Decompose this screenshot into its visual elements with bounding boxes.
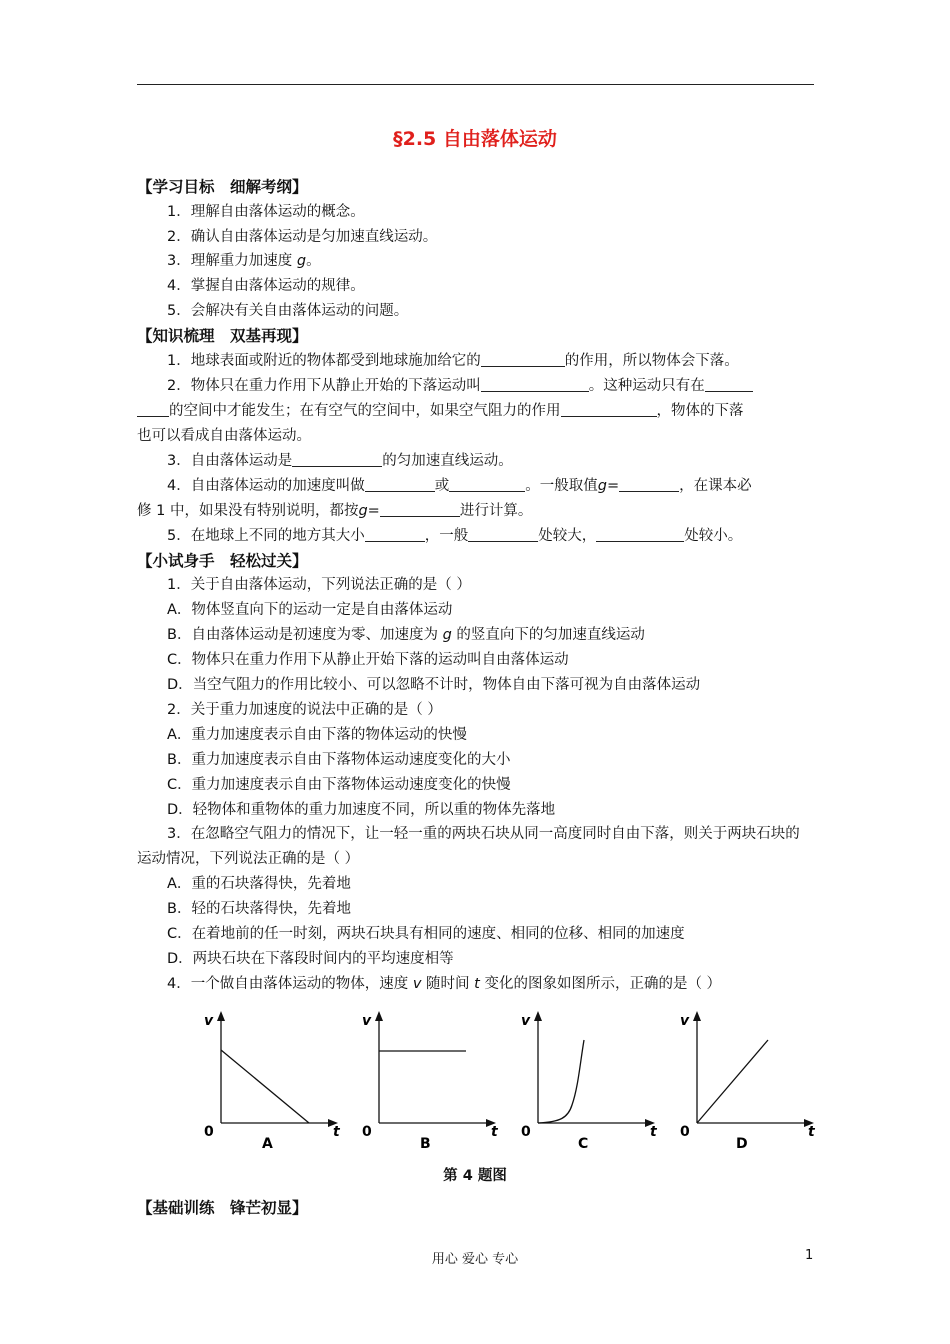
answer-blank [596,526,684,542]
vt-line [221,1050,309,1123]
page-number: 1 [805,1248,814,1263]
section-heading-training: 【基础训练 锋芒初显】 [137,1199,308,1217]
knowledge-item-4-cont: 修 1 中，如果没有特别说明，都按g= 进行计算。 [137,503,533,519]
answer-blank [292,451,382,467]
graph-c [521,1013,658,1152]
answer-blank [137,401,169,417]
page-footer: 用心 爱心 专心 [431,1252,519,1267]
knowledge-item-1: 1．地球表面或附近的物体都受到地球施加给它的 的作用，所以物体会下落。 [167,353,739,369]
knowledge-item-2-cont: 的空间中才能发生；在有空气的空间中，如果空气阻力的作用 ，物体的下落 [137,401,814,421]
knowledge-item-2: 2．物体只在重力作用下从静止开始的下落运动叫 。这种运动只有在 [137,376,814,396]
graph-label: A [262,1136,273,1152]
option-1d: D．当空气阻力的作用比较小、可以忽略不计时，物体自由下落可视为自由落体运动 [167,677,701,693]
graph-d [680,1013,816,1152]
vt-line [697,1040,768,1123]
answer-blank [705,376,753,392]
option-2c: C．重力加速度表示自由下落物体运动速度变化的快慢 [167,777,511,793]
answer-blank [561,401,657,417]
axis-label-v: v [362,1013,372,1029]
question-4: 4．一个做自由落体运动的物体，速度 v 随时间 t 变化的图象如图所示，正确的是（ ） [167,976,722,992]
vt-graphs-figure [0,1000,950,1160]
axis-label-t: t [808,1124,815,1140]
origin-label: 0 [521,1124,531,1140]
question-1: 1．关于自由落体运动，下列说法正确的是（ ） [167,577,471,593]
goal-item: 5．会解决有关自由落体运动的问题。 [167,303,409,319]
question-2: 2．关于重力加速度的说法中正确的是（ ） [167,702,442,718]
axis-label-v: v [521,1013,531,1029]
vt-curve [538,1040,584,1123]
knowledge-item-4: 4．自由落体运动的加速度叫做 或 。一般取值g= ，在课本必 [167,478,752,494]
answer-blank [481,376,589,392]
axis-label-v: v [204,1013,214,1029]
answer-blank [365,476,435,492]
goal-item: 1．理解自由落体运动的概念。 [167,204,365,220]
graph-label: D [736,1136,748,1152]
header-rule [137,84,814,85]
origin-label: 0 [362,1124,372,1140]
answer-blank [468,526,538,542]
option-1c: C．物体只在重力作用下从静止开始下落的运动叫自由落体运动 [167,652,569,668]
option-1b: B．自由落体运动是初速度为零、加速度为 g 的竖直向下的匀加速直线运动 [167,627,645,643]
knowledge-item-5: 5．在地球上不同的地方其大小 ，一般 处较大， 处较小。 [167,528,743,544]
answer-blank [481,351,565,367]
page-title: §2.5 自由落体运动 [393,128,557,150]
axis-label-t: t [491,1124,498,1140]
option-2d: D．轻物体和重物体的重力加速度不同，所以重的物体先落地 [167,802,556,818]
option-3a: A．重的石块落得快，先着地 [167,876,351,892]
option-3b: B．轻的石块落得快，先着地 [167,901,351,917]
option-2a: A．重力加速度表示自由下落的物体运动的快慢 [167,727,467,743]
option-3c: C．在着地前的任一时刻，两块石块具有相同的速度、相同的位移、相同的加速度 [167,926,685,942]
option-2b: B．重力加速度表示自由下落物体运动速度变化的大小 [167,752,511,768]
answer-blank [380,501,460,517]
answer-blank [365,526,425,542]
goal-item: 2．确认自由落体运动是匀加速直线运动。 [167,229,438,245]
knowledge-item-2-cont: 也可以看成自由落体运动。 [137,428,311,444]
section-heading-quiz: 【小试身手 轻松过关】 [137,552,308,570]
axis-label-t: t [333,1124,340,1140]
origin-label: 0 [680,1124,690,1140]
graph-b [362,1013,499,1152]
answer-blank [449,476,525,492]
origin-label: 0 [204,1124,214,1140]
option-1a: A．物体竖直向下的运动一定是自由落体运动 [167,602,453,618]
goal-item: 3．理解重力加速度 g。 [167,253,321,269]
answer-blank [619,476,679,492]
axis-label-t: t [650,1124,657,1140]
axis-label-v: v [680,1013,690,1029]
knowledge-item-3: 3．自由落体运动是 的匀加速直线运动。 [167,453,513,469]
option-3d: D．两块石块在下落段时间内的平均速度相等 [167,951,454,967]
figure-caption: 第 4 题图 [443,1168,507,1184]
section-heading-goals: 【学习目标 细解考纲】 [137,178,308,196]
graph-label: C [578,1136,589,1152]
graph-label: B [420,1136,431,1152]
section-heading-knowledge: 【知识梳理 双基再现】 [137,327,308,345]
question-3: 3．在忽略空气阻力的情况下，让一轻一重的两块石块从同一高度同时自由下落，则关于两块石块的运动情况，下列说法正确的是（ ） [137,826,800,867]
graph-a [204,1013,341,1152]
goal-item: 4．掌握自由落体运动的规律。 [167,278,365,294]
